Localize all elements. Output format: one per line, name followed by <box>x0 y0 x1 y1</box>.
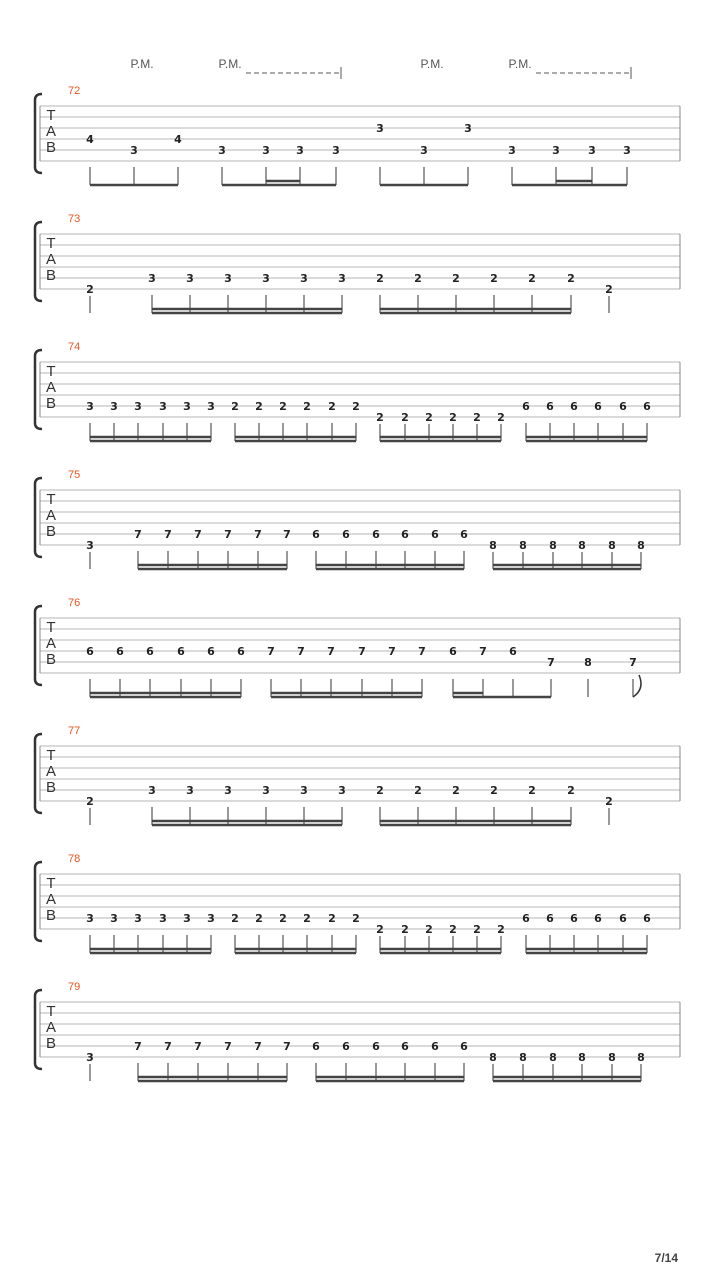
fret-number: 6 <box>312 1040 320 1053</box>
fret-number: 6 <box>177 645 185 658</box>
fret-number: 3 <box>338 272 346 285</box>
fret-number: 6 <box>509 645 517 658</box>
tab-system <box>35 853 680 953</box>
fret-number: 2 <box>473 411 481 424</box>
palm-mute-label: P.M. <box>218 57 242 71</box>
fret-number: 3 <box>262 144 270 157</box>
fret-number: 7 <box>283 528 291 541</box>
fret-number: 6 <box>546 400 554 413</box>
fret-number: 6 <box>522 400 530 413</box>
note-group <box>86 795 94 825</box>
fret-number: 6 <box>342 528 350 541</box>
note-group <box>489 539 645 569</box>
tab-systems <box>35 85 680 1081</box>
tab-clef-letter: A <box>45 891 57 908</box>
fret-number: 6 <box>643 400 651 413</box>
fret-number: 7 <box>388 645 396 658</box>
fret-number: 7 <box>164 1040 172 1053</box>
tab-clef-letter: B <box>45 139 57 156</box>
fret-number: 3 <box>134 400 142 413</box>
fret-number: 2 <box>414 784 422 797</box>
fret-number: 8 <box>519 539 527 552</box>
fret-number: 6 <box>372 528 380 541</box>
fret-number: 2 <box>490 272 498 285</box>
fret-number: 8 <box>608 1051 616 1064</box>
fret-number: 2 <box>449 411 457 424</box>
tab-clef-letter: T <box>46 491 56 508</box>
fret-number: 3 <box>508 144 516 157</box>
fret-number: 3 <box>420 144 428 157</box>
fret-number: 2 <box>401 411 409 424</box>
note-flag <box>633 675 641 697</box>
fret-number: 3 <box>86 912 94 925</box>
tab-clef-letter: A <box>45 251 57 268</box>
tab-clef-letter: T <box>46 1003 56 1020</box>
note-group <box>86 539 94 569</box>
fret-number: 2 <box>567 784 575 797</box>
fret-number: 3 <box>148 272 156 285</box>
palm-mute-row <box>130 57 631 79</box>
fret-number: 7 <box>327 645 335 658</box>
fret-number: 6 <box>146 645 154 658</box>
tab-system <box>35 85 680 185</box>
measure-number: 76 <box>68 597 81 609</box>
fret-number: 2 <box>401 923 409 936</box>
fret-number: 2 <box>231 400 239 413</box>
tab-clef-letter: B <box>45 395 57 412</box>
fret-number: 7 <box>418 645 426 658</box>
tab-clef-letter: T <box>46 363 56 380</box>
fret-number: 2 <box>490 784 498 797</box>
fret-number: 2 <box>328 912 336 925</box>
fret-number: 3 <box>218 144 226 157</box>
palm-mute-label: P.M. <box>508 57 532 71</box>
fret-number: 3 <box>183 912 191 925</box>
fret-number: 2 <box>352 400 360 413</box>
fret-number: 6 <box>449 645 457 658</box>
fret-number: 3 <box>110 912 118 925</box>
fret-number: 7 <box>164 528 172 541</box>
tab-system <box>35 981 680 1081</box>
fret-number: 2 <box>303 912 311 925</box>
fret-number: 6 <box>401 1040 409 1053</box>
fret-number: 7 <box>194 528 202 541</box>
note-group <box>86 133 182 185</box>
fret-number: 6 <box>342 1040 350 1053</box>
fret-number: 2 <box>473 923 481 936</box>
fret-number: 3 <box>207 400 215 413</box>
fret-number: 4 <box>86 133 94 146</box>
fret-number: 7 <box>134 1040 142 1053</box>
fret-number: 8 <box>519 1051 527 1064</box>
fret-number: 6 <box>643 912 651 925</box>
fret-number: 7 <box>224 528 232 541</box>
fret-number: 6 <box>207 645 215 658</box>
fret-number: 8 <box>637 539 645 552</box>
measure-number: 79 <box>68 981 81 993</box>
fret-number: 7 <box>547 656 555 669</box>
fret-number: 2 <box>425 923 433 936</box>
fret-number: 7 <box>283 1040 291 1053</box>
tab-clef-letter: B <box>45 267 57 284</box>
note-group <box>376 923 505 953</box>
fret-number: 6 <box>546 912 554 925</box>
fret-number: 6 <box>86 645 94 658</box>
fret-number: 3 <box>134 912 142 925</box>
fret-number: 3 <box>224 784 232 797</box>
fret-number: 6 <box>312 528 320 541</box>
fret-number: 2 <box>376 923 384 936</box>
measure-number: 78 <box>68 853 81 865</box>
tab-clef-letter: B <box>45 907 57 924</box>
note-group <box>376 122 472 185</box>
fret-number: 3 <box>262 784 270 797</box>
fret-number: 2 <box>279 400 287 413</box>
fret-number: 6 <box>594 400 602 413</box>
fret-number: 3 <box>300 784 308 797</box>
measure-number: 73 <box>68 213 81 225</box>
tab-clef-letter: T <box>46 619 56 636</box>
fret-number: 2 <box>528 784 536 797</box>
page-indicator: 7/14 <box>654 1251 678 1265</box>
fret-number: 8 <box>637 1051 645 1064</box>
fret-number: 6 <box>431 1040 439 1053</box>
tab-system <box>35 469 680 569</box>
fret-number: 6 <box>237 645 245 658</box>
fret-number: 2 <box>255 912 263 925</box>
note-group <box>449 645 555 697</box>
palm-mute-label: P.M. <box>130 57 154 71</box>
fret-number: 6 <box>619 912 627 925</box>
fret-number: 2 <box>231 912 239 925</box>
note-group <box>605 283 613 313</box>
fret-number: 3 <box>464 122 472 135</box>
note-group <box>86 645 245 697</box>
tab-system <box>35 725 680 825</box>
fret-number: 6 <box>460 528 468 541</box>
tab-system <box>35 597 680 697</box>
fret-number: 3 <box>296 144 304 157</box>
fret-number: 3 <box>623 144 631 157</box>
note-group <box>489 1051 645 1081</box>
fret-number: 2 <box>414 272 422 285</box>
fret-number: 2 <box>452 784 460 797</box>
fret-number: 6 <box>116 645 124 658</box>
fret-number: 8 <box>549 539 557 552</box>
note-group <box>86 1051 94 1081</box>
fret-number: 3 <box>186 784 194 797</box>
fret-number: 6 <box>619 400 627 413</box>
fret-number: 8 <box>578 539 586 552</box>
palm-mute-label: P.M. <box>420 57 444 71</box>
fret-number: 3 <box>186 272 194 285</box>
fret-number: 8 <box>608 539 616 552</box>
fret-number: 8 <box>584 656 592 669</box>
fret-number: 3 <box>86 400 94 413</box>
fret-number: 2 <box>528 272 536 285</box>
fret-number: 2 <box>86 795 94 808</box>
fret-number: 6 <box>401 528 409 541</box>
tab-clef-letter: A <box>45 763 57 780</box>
fret-number: 8 <box>578 1051 586 1064</box>
fret-number: 3 <box>86 1051 94 1064</box>
fret-number: 3 <box>110 400 118 413</box>
fret-number: 4 <box>174 133 182 146</box>
tab-clef-letter: A <box>45 123 57 140</box>
fret-number: 7 <box>358 645 366 658</box>
fret-number: 7 <box>224 1040 232 1053</box>
note-group <box>267 645 426 697</box>
tab-clef-letter: T <box>46 107 56 124</box>
fret-number: 7 <box>479 645 487 658</box>
fret-number: 3 <box>588 144 596 157</box>
fret-number: 3 <box>262 272 270 285</box>
fret-number: 8 <box>489 1051 497 1064</box>
tab-clef-letter: T <box>46 875 56 892</box>
measure-number: 74 <box>68 341 81 353</box>
tab-clef-letter: T <box>46 235 56 252</box>
tab-system <box>35 213 680 313</box>
tab-clef-letter: A <box>45 507 57 524</box>
fret-number: 7 <box>297 645 305 658</box>
fret-number: 7 <box>629 656 637 669</box>
fret-number: 6 <box>460 1040 468 1053</box>
tab-clef-letter: T <box>46 747 56 764</box>
fret-number: 3 <box>224 272 232 285</box>
fret-number: 2 <box>605 795 613 808</box>
measure-number: 75 <box>68 469 81 481</box>
fret-number: 2 <box>497 923 505 936</box>
fret-number: 2 <box>279 912 287 925</box>
tab-clef-letter: B <box>45 779 57 796</box>
fret-number: 2 <box>425 411 433 424</box>
fret-number: 2 <box>303 400 311 413</box>
fret-number: 8 <box>489 539 497 552</box>
fret-number: 3 <box>552 144 560 157</box>
fret-number: 2 <box>449 923 457 936</box>
fret-number: 2 <box>605 283 613 296</box>
fret-number: 2 <box>497 411 505 424</box>
fret-number: 2 <box>452 272 460 285</box>
fret-number: 2 <box>376 784 384 797</box>
fret-number: 2 <box>86 283 94 296</box>
fret-number: 3 <box>376 122 384 135</box>
fret-number: 2 <box>255 400 263 413</box>
fret-number: 7 <box>254 1040 262 1053</box>
fret-number: 6 <box>594 912 602 925</box>
fret-number: 2 <box>352 912 360 925</box>
fret-number: 7 <box>254 528 262 541</box>
fret-number: 6 <box>570 912 578 925</box>
measure-number: 72 <box>68 85 81 97</box>
fret-number: 2 <box>567 272 575 285</box>
fret-number: 3 <box>332 144 340 157</box>
measure-number: 77 <box>68 725 81 737</box>
tab-clef-letter: B <box>45 523 57 540</box>
fret-number: 3 <box>159 912 167 925</box>
fret-number: 3 <box>130 144 138 157</box>
note-group <box>584 656 592 697</box>
tab-clef-letter: A <box>45 379 57 396</box>
fret-number: 3 <box>159 400 167 413</box>
fret-number: 3 <box>338 784 346 797</box>
fret-number: 7 <box>134 528 142 541</box>
fret-number: 6 <box>522 912 530 925</box>
fret-number: 2 <box>376 272 384 285</box>
note-group <box>605 795 613 825</box>
fret-number: 3 <box>207 912 215 925</box>
tab-clef-letter: B <box>45 651 57 668</box>
tab-clef-letter: B <box>45 1035 57 1052</box>
tab-system <box>35 341 680 441</box>
fret-number: 3 <box>148 784 156 797</box>
fret-number: 2 <box>376 411 384 424</box>
fret-number: 6 <box>431 528 439 541</box>
fret-number: 8 <box>549 1051 557 1064</box>
tab-clef-letter: A <box>45 635 57 652</box>
fret-number: 3 <box>86 539 94 552</box>
tab-clef-letter: A <box>45 1019 57 1036</box>
fret-number: 7 <box>267 645 275 658</box>
fret-number: 3 <box>183 400 191 413</box>
fret-number: 6 <box>570 400 578 413</box>
fret-number: 6 <box>372 1040 380 1053</box>
fret-number: 7 <box>194 1040 202 1053</box>
fret-number: 2 <box>328 400 336 413</box>
note-group <box>86 283 94 313</box>
fret-number: 3 <box>300 272 308 285</box>
note-group <box>376 411 505 441</box>
